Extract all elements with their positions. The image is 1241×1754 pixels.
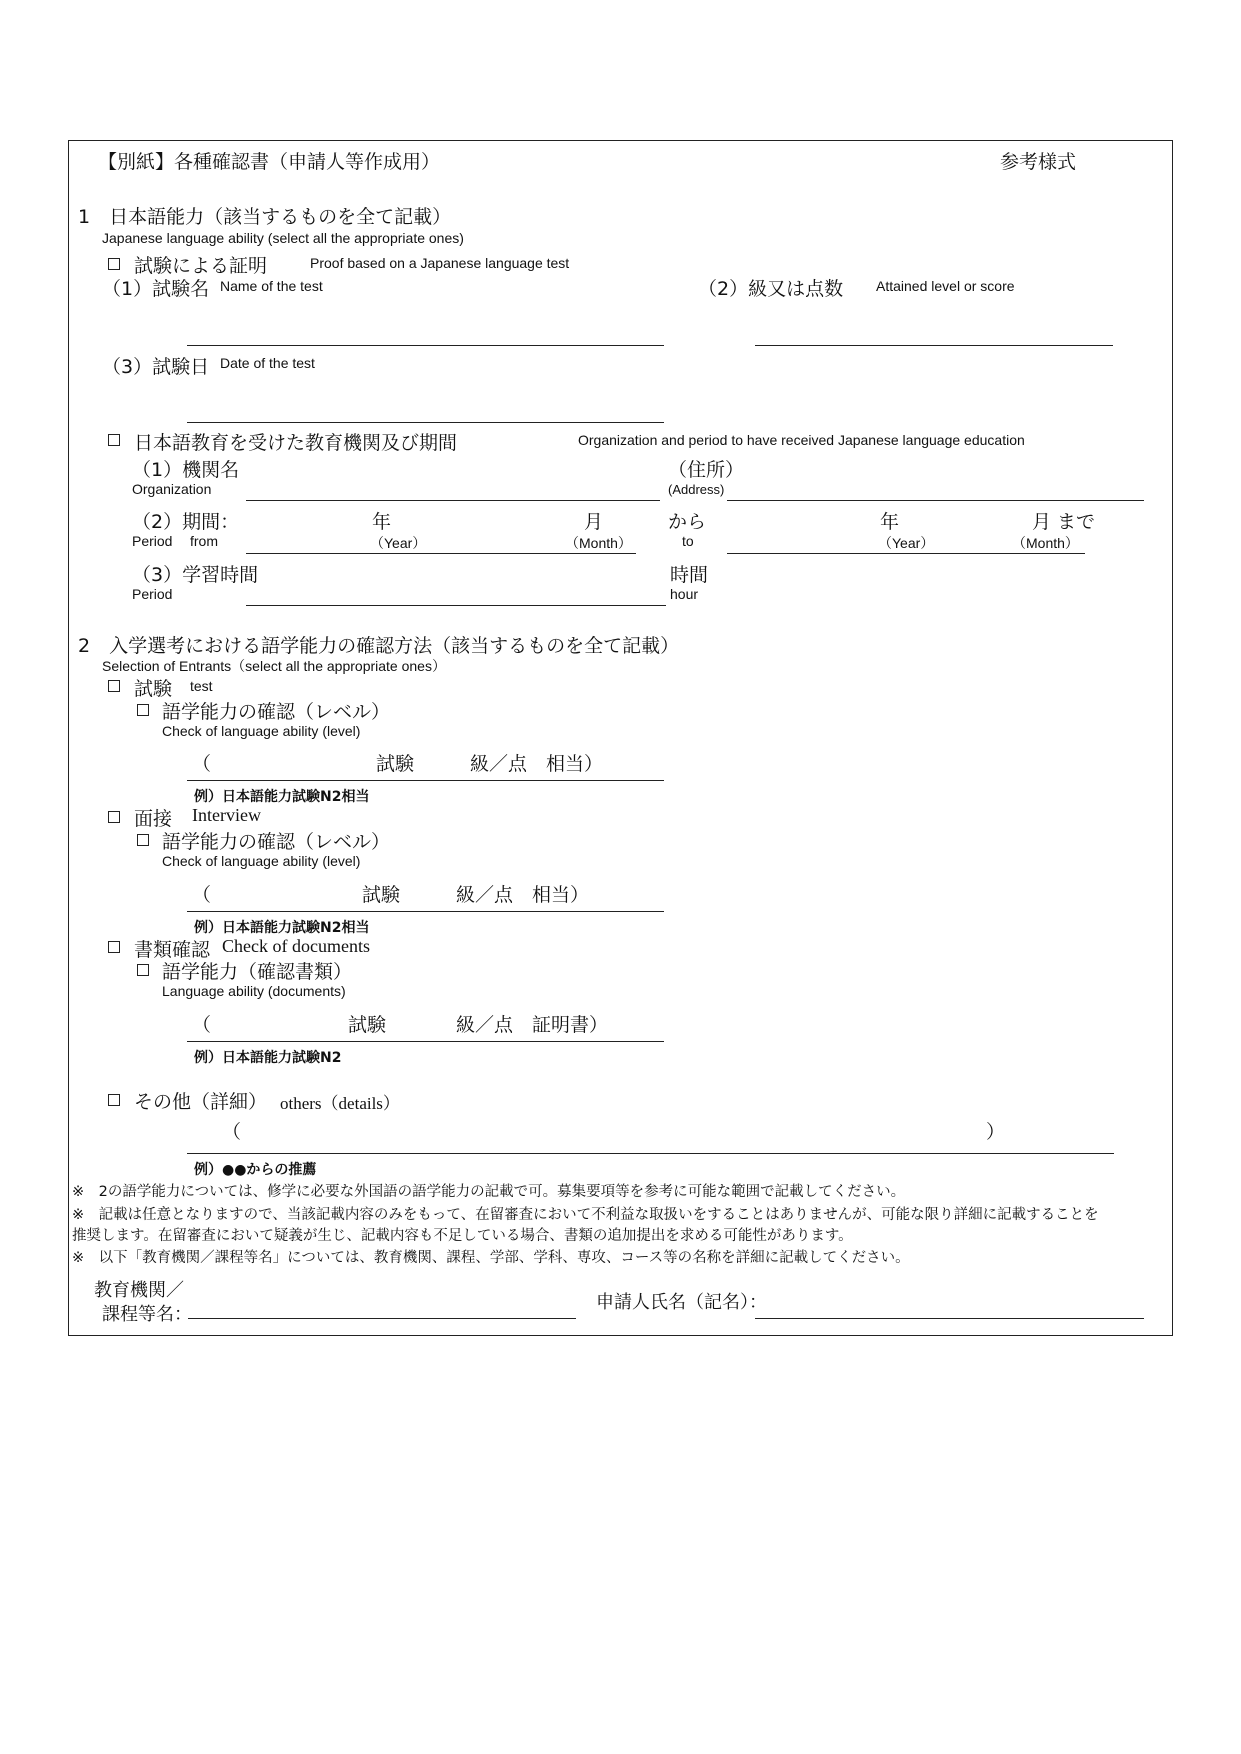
documents-label-en: Check of documents	[222, 936, 370, 956]
address-label-en: (Address)	[668, 482, 725, 497]
institution-field[interactable]	[188, 1318, 576, 1319]
section1-heading: 1 日本語能力（該当するものを全て記載）	[78, 206, 452, 228]
study-hours-label: （3）学習時間	[132, 564, 259, 586]
form-title: 【別紙】各種確認書（申請人等作成用）	[98, 151, 441, 173]
period-from-en: from	[190, 533, 218, 549]
education-label: 日本語教育を受けた教育機関及び期間	[134, 432, 458, 454]
other-checkbox[interactable]	[108, 1094, 120, 1106]
period-to-en: to	[682, 533, 694, 549]
test-name-label: （1）試験名	[102, 278, 210, 300]
note-2a: ※ 記載は任意となりますので、当該記載内容のみをもって、在留審査において不利益な取扱いをすることはありませんが、可能な限り詳細に記載することを	[72, 1207, 1099, 1223]
section2-heading: 2 入学選考における語学能力の確認方法（該当するものを全て記載）	[78, 635, 680, 657]
interview-kyu-label: 級／点	[456, 884, 514, 906]
proof-label-en: Proof based on a Japanese language test	[310, 255, 570, 271]
documents-test-label: 試験	[348, 1014, 387, 1036]
other-paren-open: （	[222, 1121, 242, 1143]
test-date-label-en: Date of the test	[220, 355, 315, 371]
exam-checkbox[interactable]	[108, 680, 120, 692]
education-checkbox[interactable]	[108, 434, 120, 446]
exam-equivalent-label: 相当）	[546, 753, 604, 775]
exam-level-label-en: Check of language ability (level)	[162, 723, 361, 739]
study-hours-label-en: Period	[132, 586, 173, 602]
interview-level-label-en: Check of language ability (level)	[162, 853, 361, 869]
applicant-name-label: 申請人氏名（記名）：	[596, 1292, 767, 1313]
applicant-name-field[interactable]	[755, 1318, 1144, 1319]
interview-example: 例）日本語能力試験N2相当	[194, 920, 370, 936]
hours-unit: 時間	[670, 564, 709, 586]
other-example: 例）●●からの推薦	[194, 1162, 317, 1178]
interview-level-field[interactable]	[187, 911, 664, 912]
education-label-en: Organization and period to have received Japanese language education	[578, 432, 1025, 448]
interview-label-en: Interview	[192, 805, 261, 825]
other-label-en: others（details）	[280, 1094, 400, 1113]
period-month-label-en: （Month）	[565, 535, 632, 551]
period-year-label: 年	[372, 511, 392, 533]
other-details-field[interactable]	[187, 1153, 1114, 1154]
documents-level-label-en: Language ability (documents)	[162, 983, 346, 999]
institution-label-1: 教育機関／	[94, 1280, 184, 1301]
test-name-field[interactable]	[187, 345, 664, 346]
period-year2-label: 年	[880, 511, 900, 533]
documents-kyu-label: 級／点	[456, 1014, 514, 1036]
documents-label: 書類確認	[134, 939, 211, 961]
interview-label: 面接	[134, 808, 173, 830]
documents-level-field[interactable]	[187, 1041, 664, 1042]
test-name-label-en: Name of the test	[220, 278, 323, 294]
documents-example: 例）日本語能力試験N2	[194, 1050, 342, 1066]
note-1: ※ 2の語学能力については、修学に必要な外国語の語学能力の記載で可。募集要項等を参考に可能な範囲で記載してください。	[72, 1184, 906, 1200]
interview-equivalent-label: 相当）	[532, 884, 590, 906]
period-kara: から	[668, 511, 707, 533]
interview-paren-open: （	[192, 884, 212, 906]
exam-label: 試験	[134, 678, 173, 700]
proof-label: 試験による証明	[134, 255, 268, 277]
period-label: （2）期間：	[132, 511, 240, 533]
level-label: （2）級又は点数	[698, 278, 844, 300]
exam-kyu-label: 級／点	[470, 753, 528, 775]
section1-heading-en: Japanese language ability (select all the appropriate ones)	[102, 230, 464, 246]
exam-level-label: 語学能力の確認（レベル）	[162, 701, 391, 723]
section2-heading-en: Selection of Entrants（select all the appropriate ones）	[102, 658, 446, 674]
period-label-en: Period	[132, 533, 173, 549]
documents-level-label: 語学能力（確認書類）	[162, 961, 353, 983]
interview-test-label: 試験	[362, 884, 401, 906]
exam-level-field[interactable]	[187, 780, 664, 781]
address-label: （住所）	[668, 459, 745, 481]
period-year-label-en: （Year）	[370, 535, 427, 551]
hours-unit-en: hour	[670, 586, 699, 602]
period-year2-label-en: （Year）	[878, 535, 935, 551]
documents-certificate-label: 証明書）	[532, 1014, 609, 1036]
other-paren-close: ）	[986, 1121, 1006, 1143]
period-month2-label-en: （Month）	[1012, 535, 1079, 551]
institution-label-2: 課程等名：	[102, 1304, 192, 1325]
exam-level-checkbox[interactable]	[137, 704, 149, 716]
interview-level-checkbox[interactable]	[137, 834, 149, 846]
interview-checkbox[interactable]	[108, 811, 120, 823]
documents-checkbox[interactable]	[108, 941, 120, 953]
period-month-label: 月	[584, 511, 604, 533]
note-3: ※ 以下「教育機関／課程等名」については、教育機関、課程、学部、学科、専攻、コース等の名称を詳細に記載してください。	[72, 1250, 910, 1266]
study-hours-field[interactable]	[246, 605, 666, 606]
other-label: その他（詳細）	[134, 1091, 268, 1113]
documents-level-checkbox[interactable]	[137, 964, 149, 976]
interview-level-label: 語学能力の確認（レベル）	[162, 831, 391, 853]
test-date-label: （3）試験日	[102, 356, 210, 378]
organization-label: （1）機関名	[132, 459, 240, 481]
exam-example: 例）日本語能力試験N2相当	[194, 789, 370, 805]
documents-paren-open: （	[192, 1014, 212, 1036]
exam-paren-open: （	[192, 753, 212, 775]
period-to-field[interactable]	[727, 553, 1085, 554]
exam-label-en: test	[190, 678, 213, 694]
period-from-field[interactable]	[246, 553, 636, 554]
organization-field[interactable]	[246, 500, 660, 501]
proof-checkbox[interactable]	[108, 258, 120, 270]
address-field[interactable]	[727, 500, 1144, 501]
level-field[interactable]	[755, 345, 1113, 346]
note-2b: 推奨します。在留審査において疑義が生じ、記載内容も不足している場合、書類の追加提出を求める可能性があります。	[72, 1228, 853, 1244]
level-label-en: Attained level or score	[876, 278, 1015, 294]
period-month2-label: 月 まで	[1032, 511, 1096, 533]
exam-test-label: 試験	[376, 753, 415, 775]
organization-label-en: Organization	[132, 481, 212, 497]
test-date-field[interactable]	[187, 422, 664, 423]
reference-format-label: 参考様式	[1000, 151, 1077, 173]
